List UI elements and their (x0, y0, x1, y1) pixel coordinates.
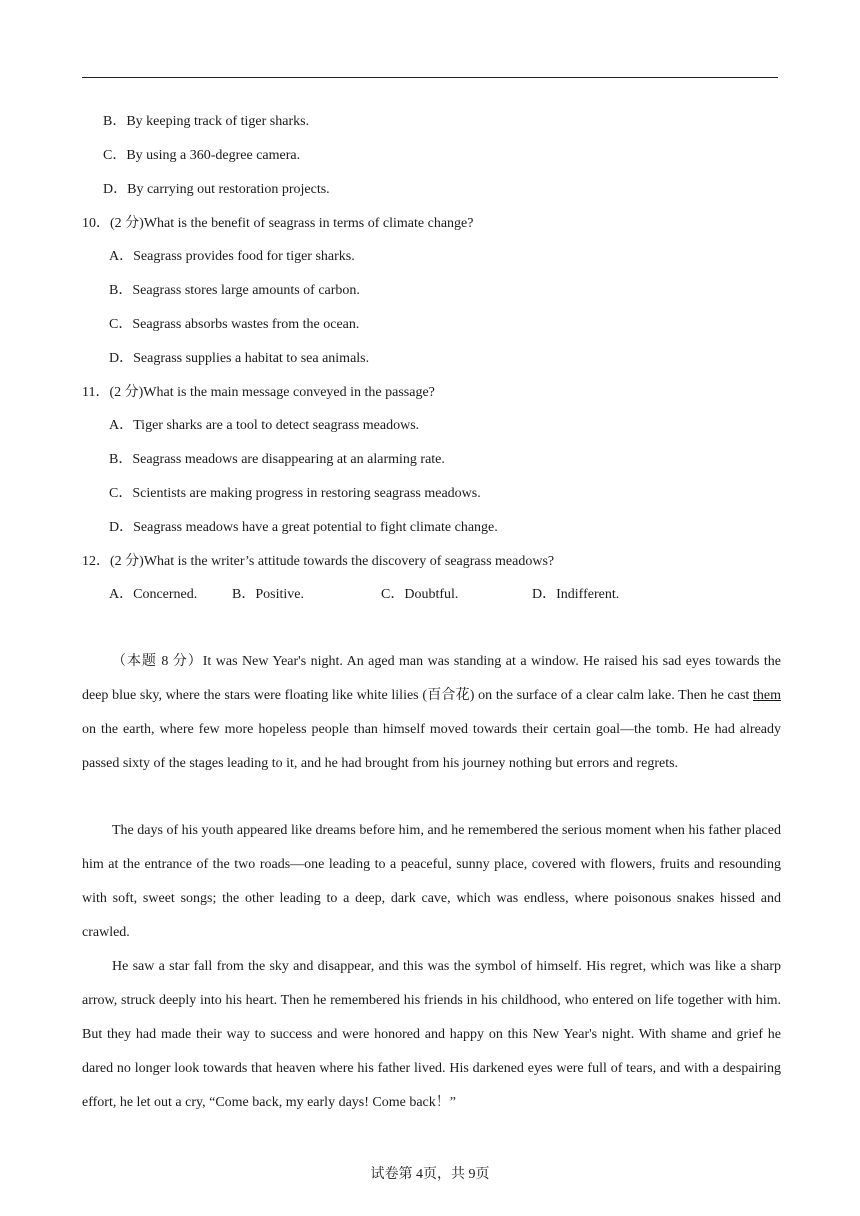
q11-stem: 11．(2 分)What is the main message conveyed in the passage? (82, 385, 435, 400)
q12-option-c: C．Doubtful. (381, 587, 459, 602)
q11-option-c: C．Scientists are making progress in restoring seagrass meadows. (109, 486, 481, 501)
q10-option-c: C．Seagrass absorbs wastes from the ocean. (109, 317, 360, 332)
passage-paragraph-1: （本题 8 分）It was New Year's night. An aged man was standing at a window. He raised his sad eyes towards the deep blue sky, where the stars were floating like white lilies (百合花) on the surface of a clear calm lake. Then he cast them on the earth, where few more hopeless people than himself moved towards their certain goal—the tomb. He had already passed sixty of the stages leading to it, and he had brought from his journey nothing but errors and regrets. (82, 654, 781, 771)
q9-option-b: B．By keeping track of tiger sharks. (103, 114, 310, 129)
q11-option-b: B．Seagrass meadows are disappearing at an alarming rate. (109, 452, 445, 467)
q12-option-b: B．Positive. (232, 587, 304, 602)
header-rule (82, 77, 778, 78)
q10-option-a: A．Seagrass provides food for tiger sharks. (109, 249, 355, 264)
q11-option-d: D．Seagrass meadows have a great potential to fight climate change. (109, 520, 498, 535)
q12-option-a: A．Concerned. (109, 587, 198, 602)
q11-option-a: A．Tiger sharks are a tool to detect seagrass meadows. (109, 418, 420, 433)
passage-paragraph-2: The days of his youth appeared like dreams before him, and he remembered the serious moment when his father placed him at the entrance of the two roads—one leading to a peaceful, sunny place, covered with flowers, fruits and resounding with soft, sweet songs; the other leading to a deep, dark cave, which was endless, where poisonous snakes hissed and crawled. (82, 823, 781, 940)
page-footer: 试卷第 4页，共 9页 (370, 1167, 490, 1182)
q12-stem: 12．(2 分)What is the writer’s attitude towards the discovery of seagrass meadows? (82, 554, 555, 569)
passage-score-label: （本题 8 分） (112, 654, 203, 669)
passage-paragraph-3: He saw a star fall from the sky and disappear, and this was the symbol of himself. His regret, which was like a sharp arrow, struck deeply into his heart. Then he remembered his friends in his childhood, who entered on life together with him. But they had made their way to success and were honored and happy on this New Year's night. With shame and grief he dared no longer look towards that heaven where his father lived. His darkened eyes were full of tears, and with a despairing effort, he let out a cry, “Come back, my early days! Come back！” (82, 959, 781, 1110)
underlined-word: them (753, 688, 781, 703)
q12-option-d: D．Indifferent. (532, 587, 620, 602)
q9-option-c: C．By using a 360-degree camera. (103, 148, 301, 163)
q10-stem: 10．(2 分)What is the benefit of seagrass in terms of climate change? (82, 216, 474, 231)
q9-option-d: D．By carrying out restoration projects. (103, 182, 330, 197)
q10-option-b: B．Seagrass stores large amounts of carbon. (109, 283, 360, 298)
q10-option-d: D．Seagrass supplies a habitat to sea animals. (109, 351, 370, 366)
